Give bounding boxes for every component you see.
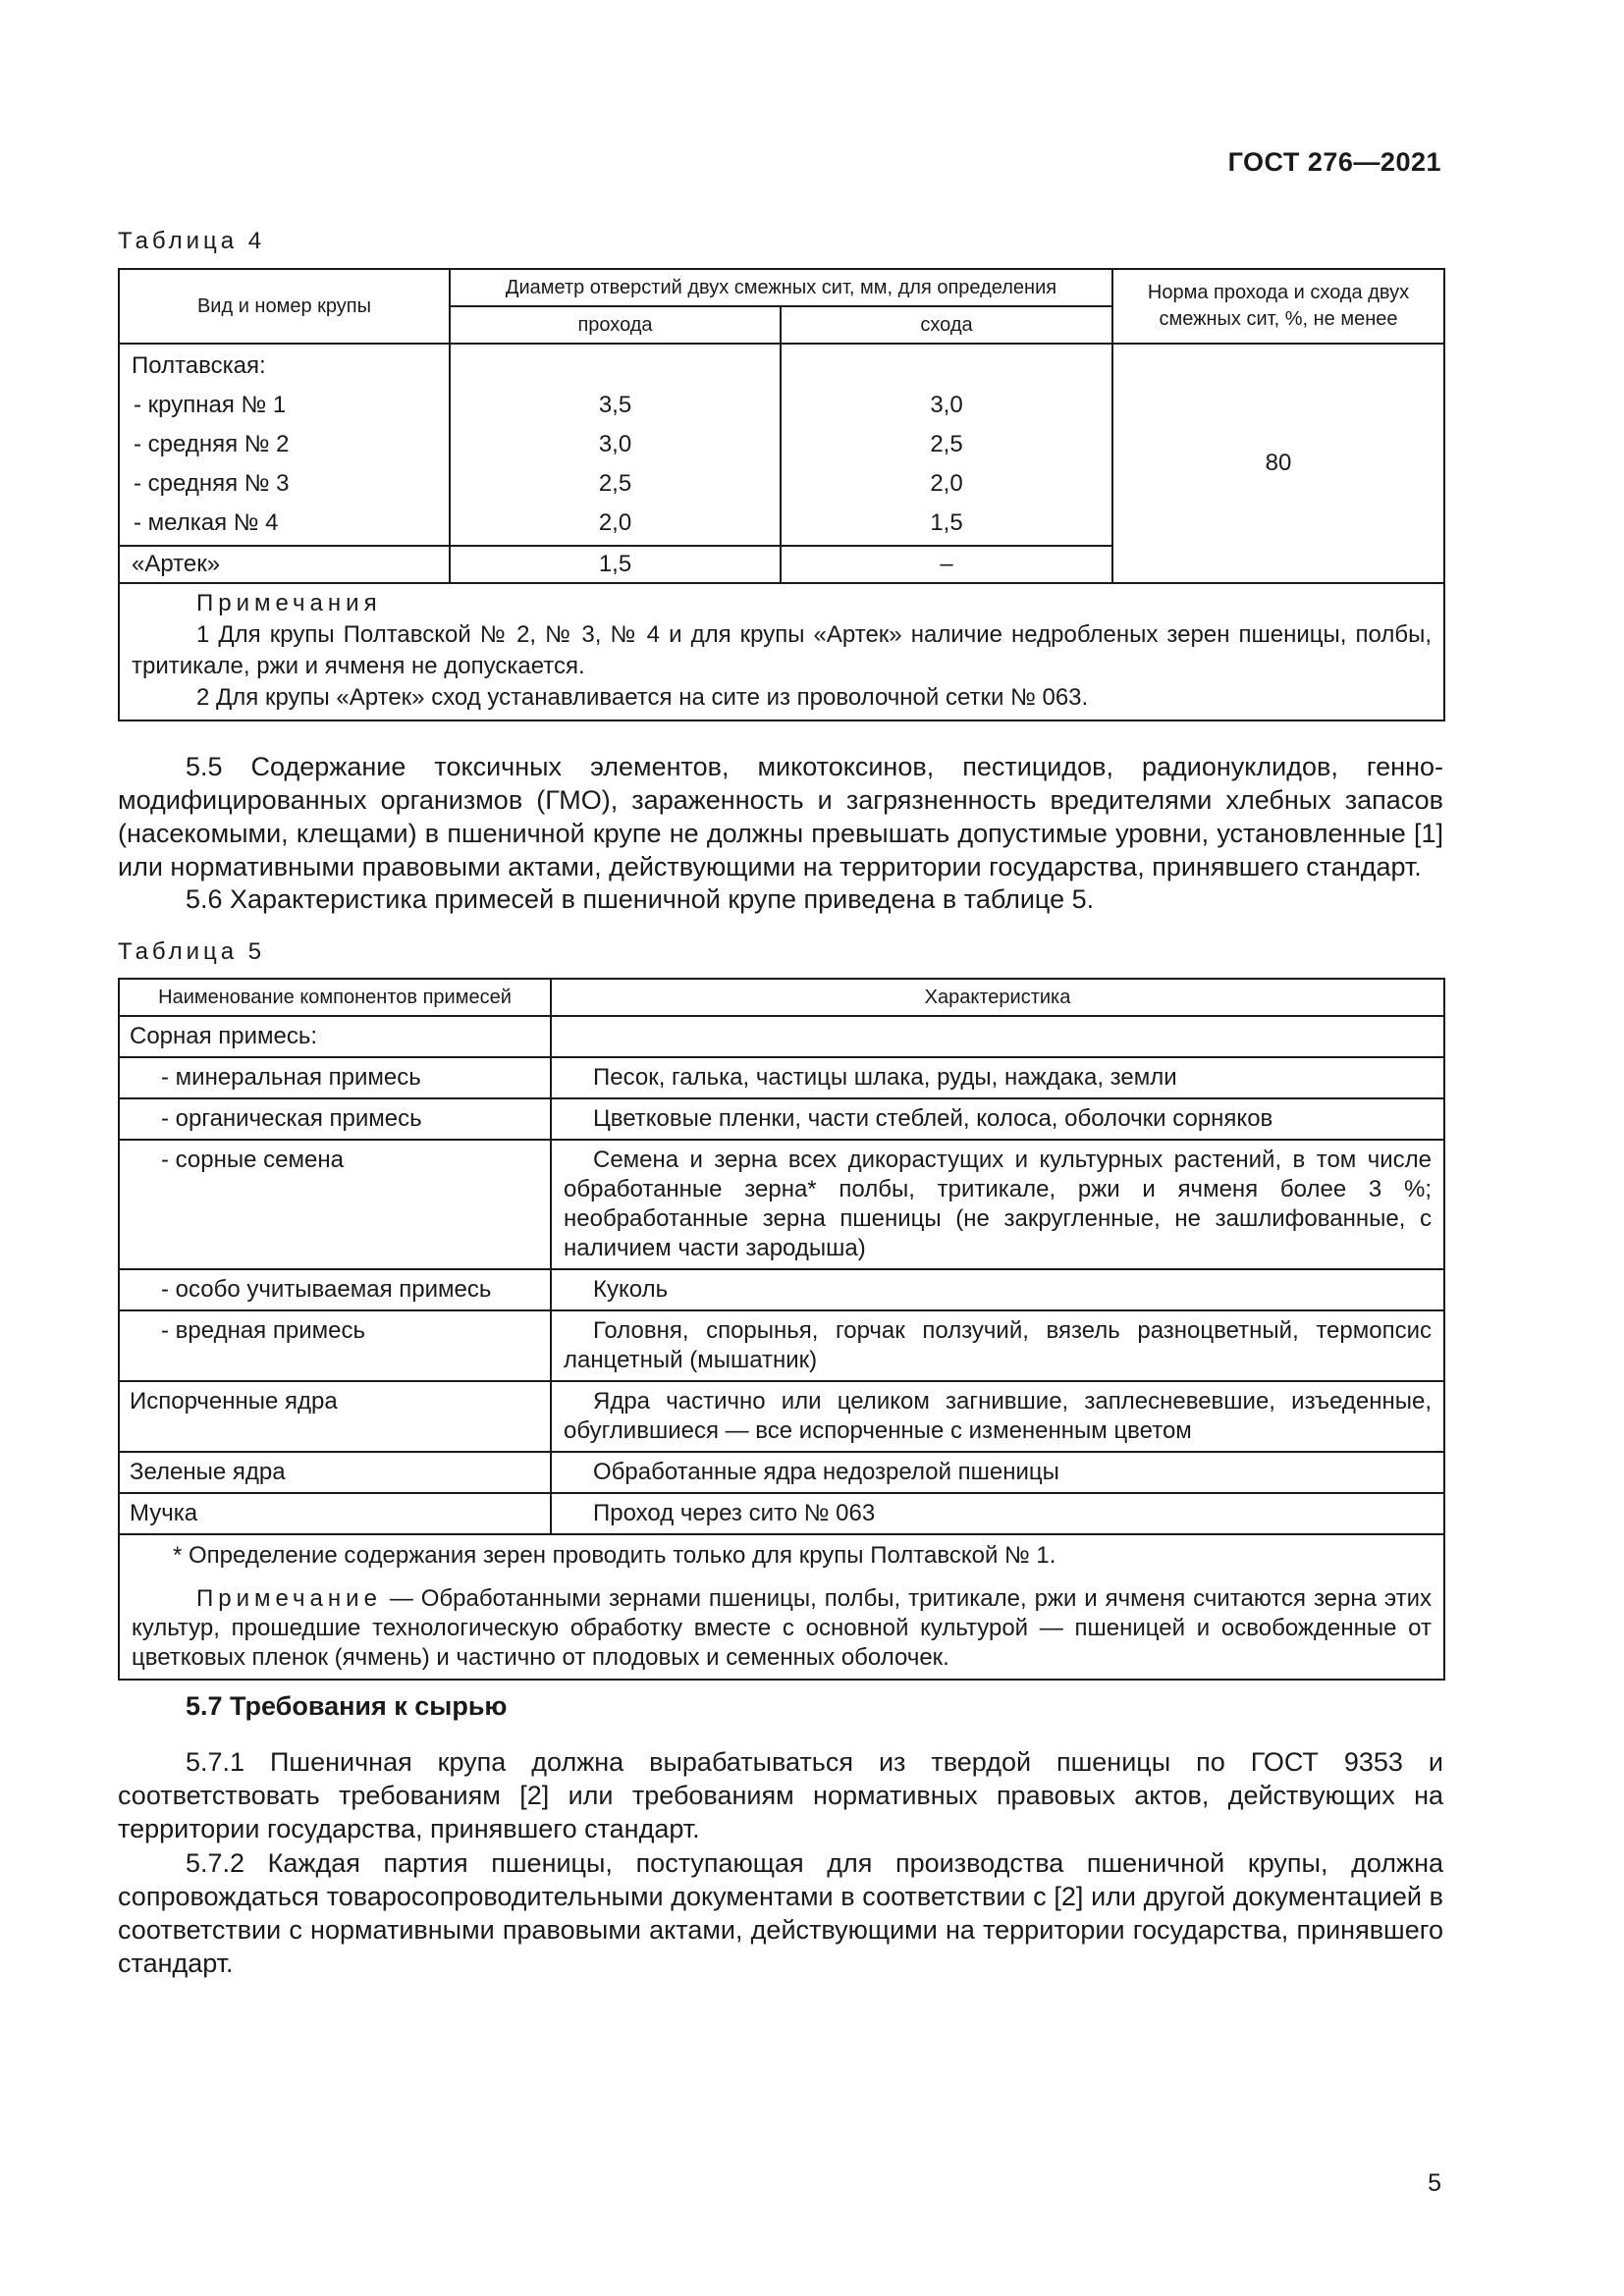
paragraph-5-7-2: 5.7.2 Каждая партия пшеницы, поступающая для производства пшеничной крупы, должна сопровождаться товаросопроводительными документами в соответствии с [2] или другой документацией в соответствии с нормативными правовыми актами, действующими на территории государства, принявшего стандарт. xyxy=(118,1848,1443,1978)
table5-name-cell: Сорная примесь: xyxy=(119,1016,551,1057)
table-row xyxy=(119,1493,1444,1534)
table-row xyxy=(119,1310,1444,1381)
table4-poltava-retain xyxy=(781,344,1112,546)
table-row xyxy=(119,1381,1444,1452)
table4-group-label: Полтавская: xyxy=(132,352,266,379)
table5-name-cell: - вредная примесь xyxy=(119,1310,551,1381)
table4-artek-pass xyxy=(450,546,781,583)
table5-note-text: — Обработанными зернами пшеницы, полбы, тритикале, ржи и ячменя считаются зерна этих культур, прошедшие технологическую обработку вместе с основной культурой — пшеницей и освобожденные от цветковых пленок (ячмень) и частично от плодовых и семенных оболочек. xyxy=(132,1585,1432,1671)
table5-caption: Таблица 5 xyxy=(118,938,266,965)
table4-header-name: Вид и номер крупы xyxy=(119,269,450,344)
table4-note-2: 2 Для крупы «Артек» сход устанавливается на сите из проволочной сетки № 063. xyxy=(196,684,1089,711)
table4-pass-value: 2,0 xyxy=(598,509,632,536)
table5-char-cell: Головня, спорынья, горчак ползучий, вязель разноцветный, термопсис ланцетный (мышатник) xyxy=(551,1310,1444,1381)
table5-name-cell: - сорные семена xyxy=(119,1140,551,1269)
table5-name-cell: - минеральная примесь xyxy=(119,1057,551,1098)
table-row xyxy=(119,1016,1444,1057)
table4-header-norm: Норма прохода и схода двух смежных сит, %, не менее xyxy=(1112,269,1444,344)
table4-retain-value: 3,0 xyxy=(930,392,963,418)
table4-pass-value: 3,5 xyxy=(598,392,632,418)
table5-header-characteristic: Характеристика xyxy=(551,979,1444,1016)
table4-retain-value: 2,0 xyxy=(930,470,963,497)
table5-header-name: Наименование компонентов примесей xyxy=(119,979,551,1016)
table4-note-1: 1 Для крупы Полтавской № 2, № 3, № 4 и для крупы «Артек» наличие недробленых зерен пшеницы, полбы, тритикале, ржи и ячменя не допускается. xyxy=(132,621,1432,679)
table5-footnote: * Определение содержания зерен проводить только для крупы Полтавской № 1. xyxy=(173,1542,1056,1569)
table4 xyxy=(118,268,1445,721)
section-heading-5-7: 5.7 Требования к сырью xyxy=(186,1691,508,1721)
table5-name-cell: - особо учитываемая примесь xyxy=(119,1269,551,1310)
table4-header-diameter: Диаметр отверстий двух смежных сит, мм, для определения xyxy=(450,269,1112,306)
paragraph-5-5: 5.5 Содержание токсичных элементов, микотоксинов, пестицидов, радионуклидов, генно-модифицированных организмов (ГМО), зараженность и загрязненность вредителями хлебных запасов (насекомыми, клещами) в пшеничной крупе не должны превышать допустимые уровни, установленные [1] или нормативными правовыми актами, действующими на территории государства, принявшего стандарт. xyxy=(118,752,1443,881)
table4-artek-name xyxy=(119,546,450,583)
table5-char-cell: Цветковые пленки, части стеблей, колоса, оболочки сорняков xyxy=(551,1098,1444,1140)
table4-norm-value: 80 xyxy=(1112,344,1444,583)
table4-pass-value: 1,5 xyxy=(598,551,632,577)
table4-row-name: - крупная № 1 xyxy=(134,392,287,418)
table4-retain-value: 2,5 xyxy=(930,431,963,457)
document-code: ГОСТ 276—2021 xyxy=(1227,147,1441,177)
paragraph-5-6: 5.6 Характеристика примесей в пшеничной крупе приведена в таблице 5. xyxy=(186,884,1095,914)
table4-row-name: - средняя № 2 xyxy=(134,431,290,457)
table4-notes xyxy=(119,583,1444,721)
table5-char-cell: Ядра частично или целиком загнившие, заплесневевшие, изъеденные, обуглившиеся — все испорченные с измененным цветом xyxy=(551,1381,1444,1452)
paragraph-5-7-1: 5.7.1 Пшеничная крупа должна вырабатываться из твердой пшеницы по ГОСТ 9353 и соответствовать требованиям [2] или требованиям нормативных правовых актов, действующих на территории государства, принявшего стандарт. xyxy=(118,1747,1443,1843)
table4-retain-value: 1,5 xyxy=(930,509,963,536)
table-row xyxy=(119,1452,1444,1493)
table4-retain-value: – xyxy=(940,551,953,577)
table5-char-cell: Проход через сито № 063 xyxy=(551,1493,1444,1534)
table4-artek-retain xyxy=(781,546,1112,583)
table4-artek-label: «Артек» xyxy=(132,551,221,577)
table4-poltava-names xyxy=(119,344,450,546)
page-number: 5 xyxy=(1428,2169,1441,2197)
table5-note-title: Примечание xyxy=(196,1585,382,1612)
table4-row-name: - средняя № 3 xyxy=(134,470,290,497)
table4-caption: Таблица 4 xyxy=(118,228,266,254)
table4-header-pass: прохода xyxy=(450,306,781,344)
table4-header-retain: схода xyxy=(781,306,1112,344)
table4-notes-title: Примечания xyxy=(196,590,382,616)
table4-pass-value: 2,5 xyxy=(598,470,632,497)
table5-char-cell: Куколь xyxy=(551,1269,1444,1310)
table5-name-cell: Зеленые ядра xyxy=(119,1452,551,1493)
table5-char-cell: Песок, галька, частицы шлака, руды, наждака, земли xyxy=(551,1057,1444,1098)
table5-footer xyxy=(119,1534,1444,1680)
table-row xyxy=(119,1140,1444,1269)
table-row xyxy=(119,1098,1444,1140)
table5-char-cell xyxy=(551,1016,1444,1057)
table5-char-cell: Семена и зерна всех дикорастущих и культурных растений, в том числе обработанные зерна* полбы, тритикале, ржи и ячменя более 3 %; необработанные зерна пшеницы (не закругленные, не зашлифованные, с наличием части зародыша) xyxy=(551,1140,1444,1269)
table5-note xyxy=(132,1584,1432,1673)
table-row xyxy=(119,1057,1444,1098)
table4-poltava-pass xyxy=(450,344,781,546)
table5 xyxy=(118,978,1445,1681)
table5-char-cell: Обработанные ядра недозрелой пшеницы xyxy=(551,1452,1444,1493)
table5-name-cell: Мучка xyxy=(119,1493,551,1534)
table5-name-cell: Испорченные ядра xyxy=(119,1381,551,1452)
table-row xyxy=(119,1269,1444,1310)
table5-name-cell: - органическая примесь xyxy=(119,1098,551,1140)
table4-row-name: - мелкая № 4 xyxy=(134,509,279,536)
table4-pass-value: 3,0 xyxy=(598,431,632,457)
